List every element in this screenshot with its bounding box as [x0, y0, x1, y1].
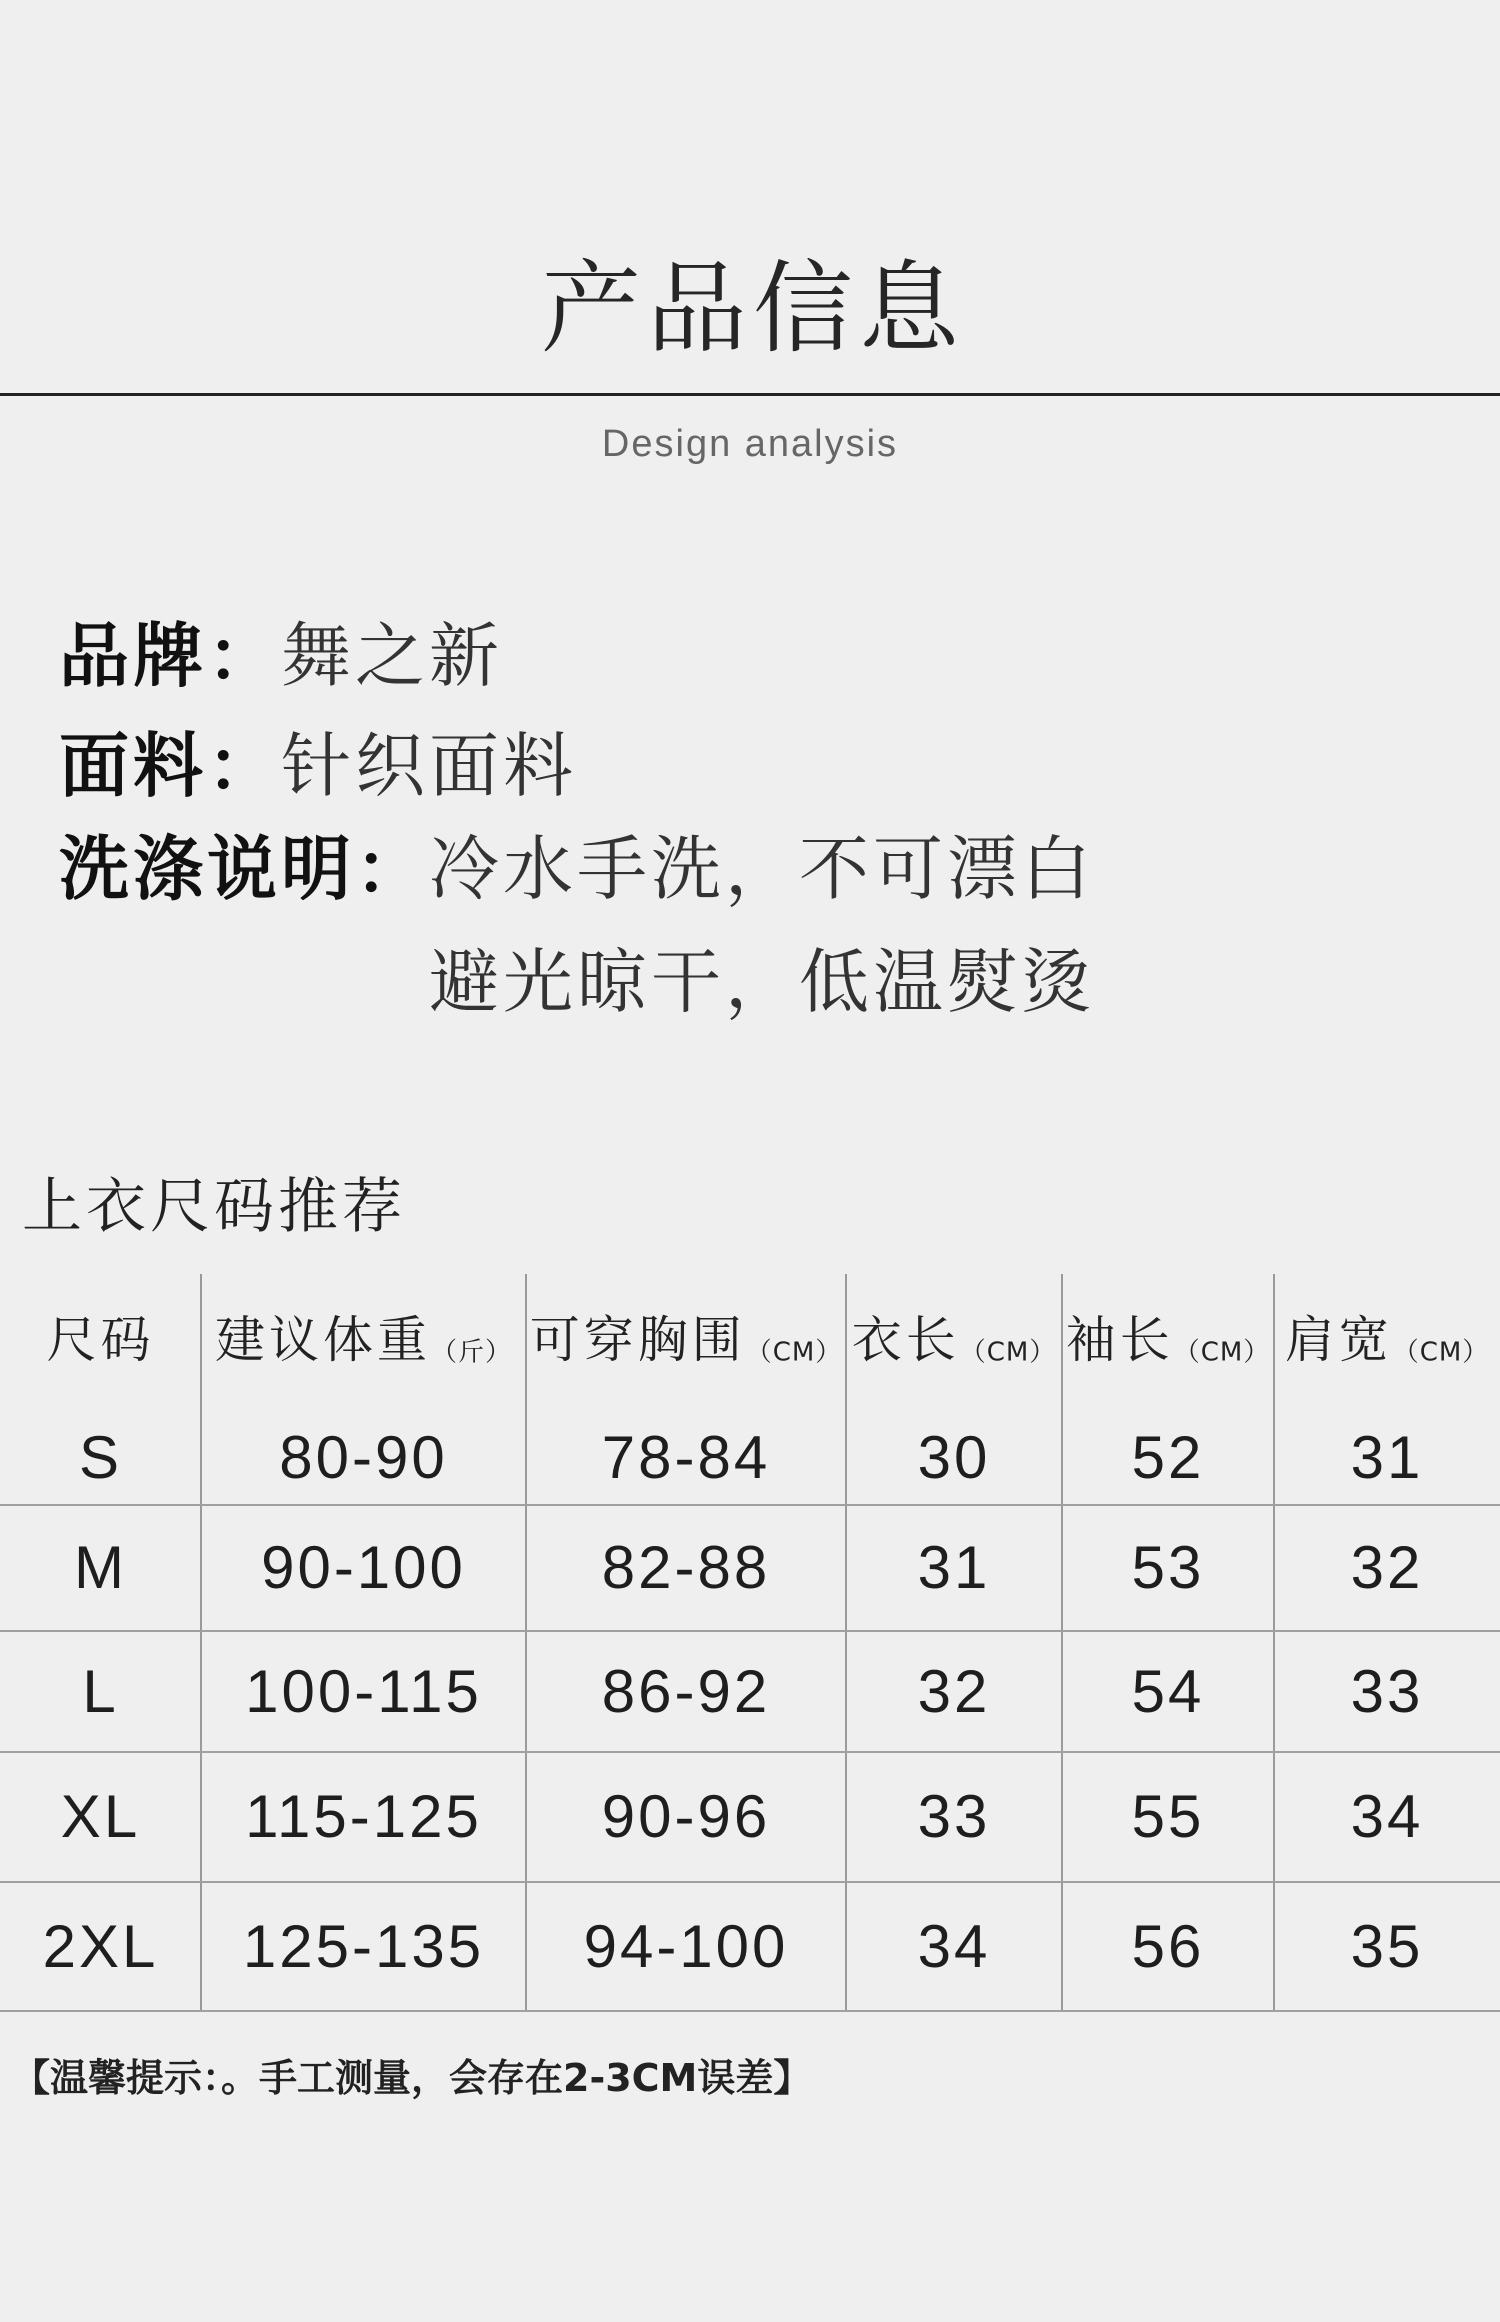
- cell-weight: 125-135: [242, 1912, 485, 1980]
- page-subtitle: Design analysis: [601, 423, 899, 465]
- table-row: [0, 1410, 1500, 1505]
- cell-sleeve: 55: [1131, 1783, 1205, 1850]
- column-header-chest: [526, 1310, 846, 1369]
- cell-sleeve: 52: [1131, 1423, 1205, 1491]
- brand-label: 品牌：: [59, 615, 281, 697]
- cell-size: L: [82, 1657, 119, 1725]
- washing-value-line1: 冷水手洗，不可漂白: [429, 828, 1095, 910]
- cell-length: 32: [917, 1657, 991, 1725]
- cell-size: S: [78, 1423, 123, 1491]
- cell-weight: 115-125: [245, 1783, 482, 1850]
- washing-label: 洗涤说明：: [59, 828, 429, 910]
- column-header-sleeve: [1062, 1310, 1274, 1369]
- cell-chest: 94-100: [583, 1912, 789, 1980]
- column-header-label: 尺码: [46, 1311, 155, 1369]
- cell-sleeve: 53: [1131, 1534, 1205, 1601]
- cell-sleeve: 56: [1131, 1912, 1205, 1980]
- title-divider: [0, 393, 1500, 396]
- cell-weight: 90-100: [261, 1534, 466, 1601]
- cell-size: M: [74, 1534, 127, 1601]
- cell-chest: 90-96: [601, 1783, 771, 1850]
- column-header-unit: （CM）: [1392, 1337, 1490, 1368]
- cell-length: 34: [917, 1912, 991, 1980]
- cell-shoulder: 32: [1350, 1534, 1424, 1601]
- column-header-shoulder: [1274, 1310, 1500, 1369]
- column-header-label: 肩宽: [1284, 1310, 1393, 1369]
- column-header-size: [0, 1311, 201, 1369]
- table-row: [0, 1506, 1500, 1630]
- page-title: 产品信息: [541, 250, 965, 367]
- cell-weight: 80-90: [279, 1423, 448, 1491]
- brand-value: 舞之新: [281, 615, 503, 697]
- cell-shoulder: 31: [1350, 1423, 1424, 1491]
- cell-sleeve: 54: [1131, 1657, 1205, 1725]
- washing-value-line2: 避光晾干，低温熨烫: [429, 941, 1095, 1023]
- column-header-unit: （CM）: [745, 1337, 843, 1368]
- table-row: [0, 1632, 1500, 1751]
- table-row: [0, 1883, 1500, 2010]
- cell-shoulder: 33: [1350, 1657, 1424, 1725]
- column-header-label: 袖长: [1065, 1310, 1174, 1369]
- cell-shoulder: 35: [1350, 1912, 1424, 1980]
- cell-shoulder: 34: [1350, 1783, 1424, 1850]
- column-header-label: 建议体重: [214, 1310, 431, 1369]
- fabric-label: 面料：: [59, 725, 281, 807]
- column-header-unit: （斤）: [430, 1337, 512, 1368]
- cell-chest: 78-84: [601, 1423, 771, 1491]
- fabric-value: 针织面料: [281, 725, 577, 807]
- washing-line-2: [429, 941, 1095, 1023]
- cell-length: 33: [917, 1783, 991, 1850]
- brand-line: [59, 615, 503, 697]
- cell-size: XL: [60, 1783, 141, 1850]
- table-row: [0, 1753, 1500, 1881]
- measurement-note: 【温馨提示：。手工测量，会存在2-3CM误差】: [12, 2056, 812, 2100]
- washing-line: [59, 828, 1095, 910]
- column-header-weight: [201, 1310, 526, 1369]
- column-header-label: 可穿胸围: [529, 1310, 746, 1369]
- cell-size: 2XL: [42, 1912, 159, 1980]
- cell-length: 30: [917, 1423, 991, 1491]
- cell-chest: 82-88: [601, 1534, 771, 1601]
- cell-weight: 100-115: [245, 1657, 482, 1725]
- column-header-unit: （CM）: [1173, 1337, 1271, 1368]
- column-header-unit: （CM）: [959, 1337, 1057, 1368]
- table-header-row: [0, 1274, 1500, 1406]
- cell-chest: 86-92: [601, 1657, 771, 1725]
- column-header-length: [846, 1310, 1062, 1369]
- fabric-line: [59, 725, 577, 807]
- column-header-label: 衣长: [851, 1310, 960, 1369]
- table-row-divider: [0, 2010, 1500, 2012]
- size-section-title: 上衣尺码推荐: [22, 1172, 406, 1242]
- cell-length: 31: [917, 1534, 991, 1601]
